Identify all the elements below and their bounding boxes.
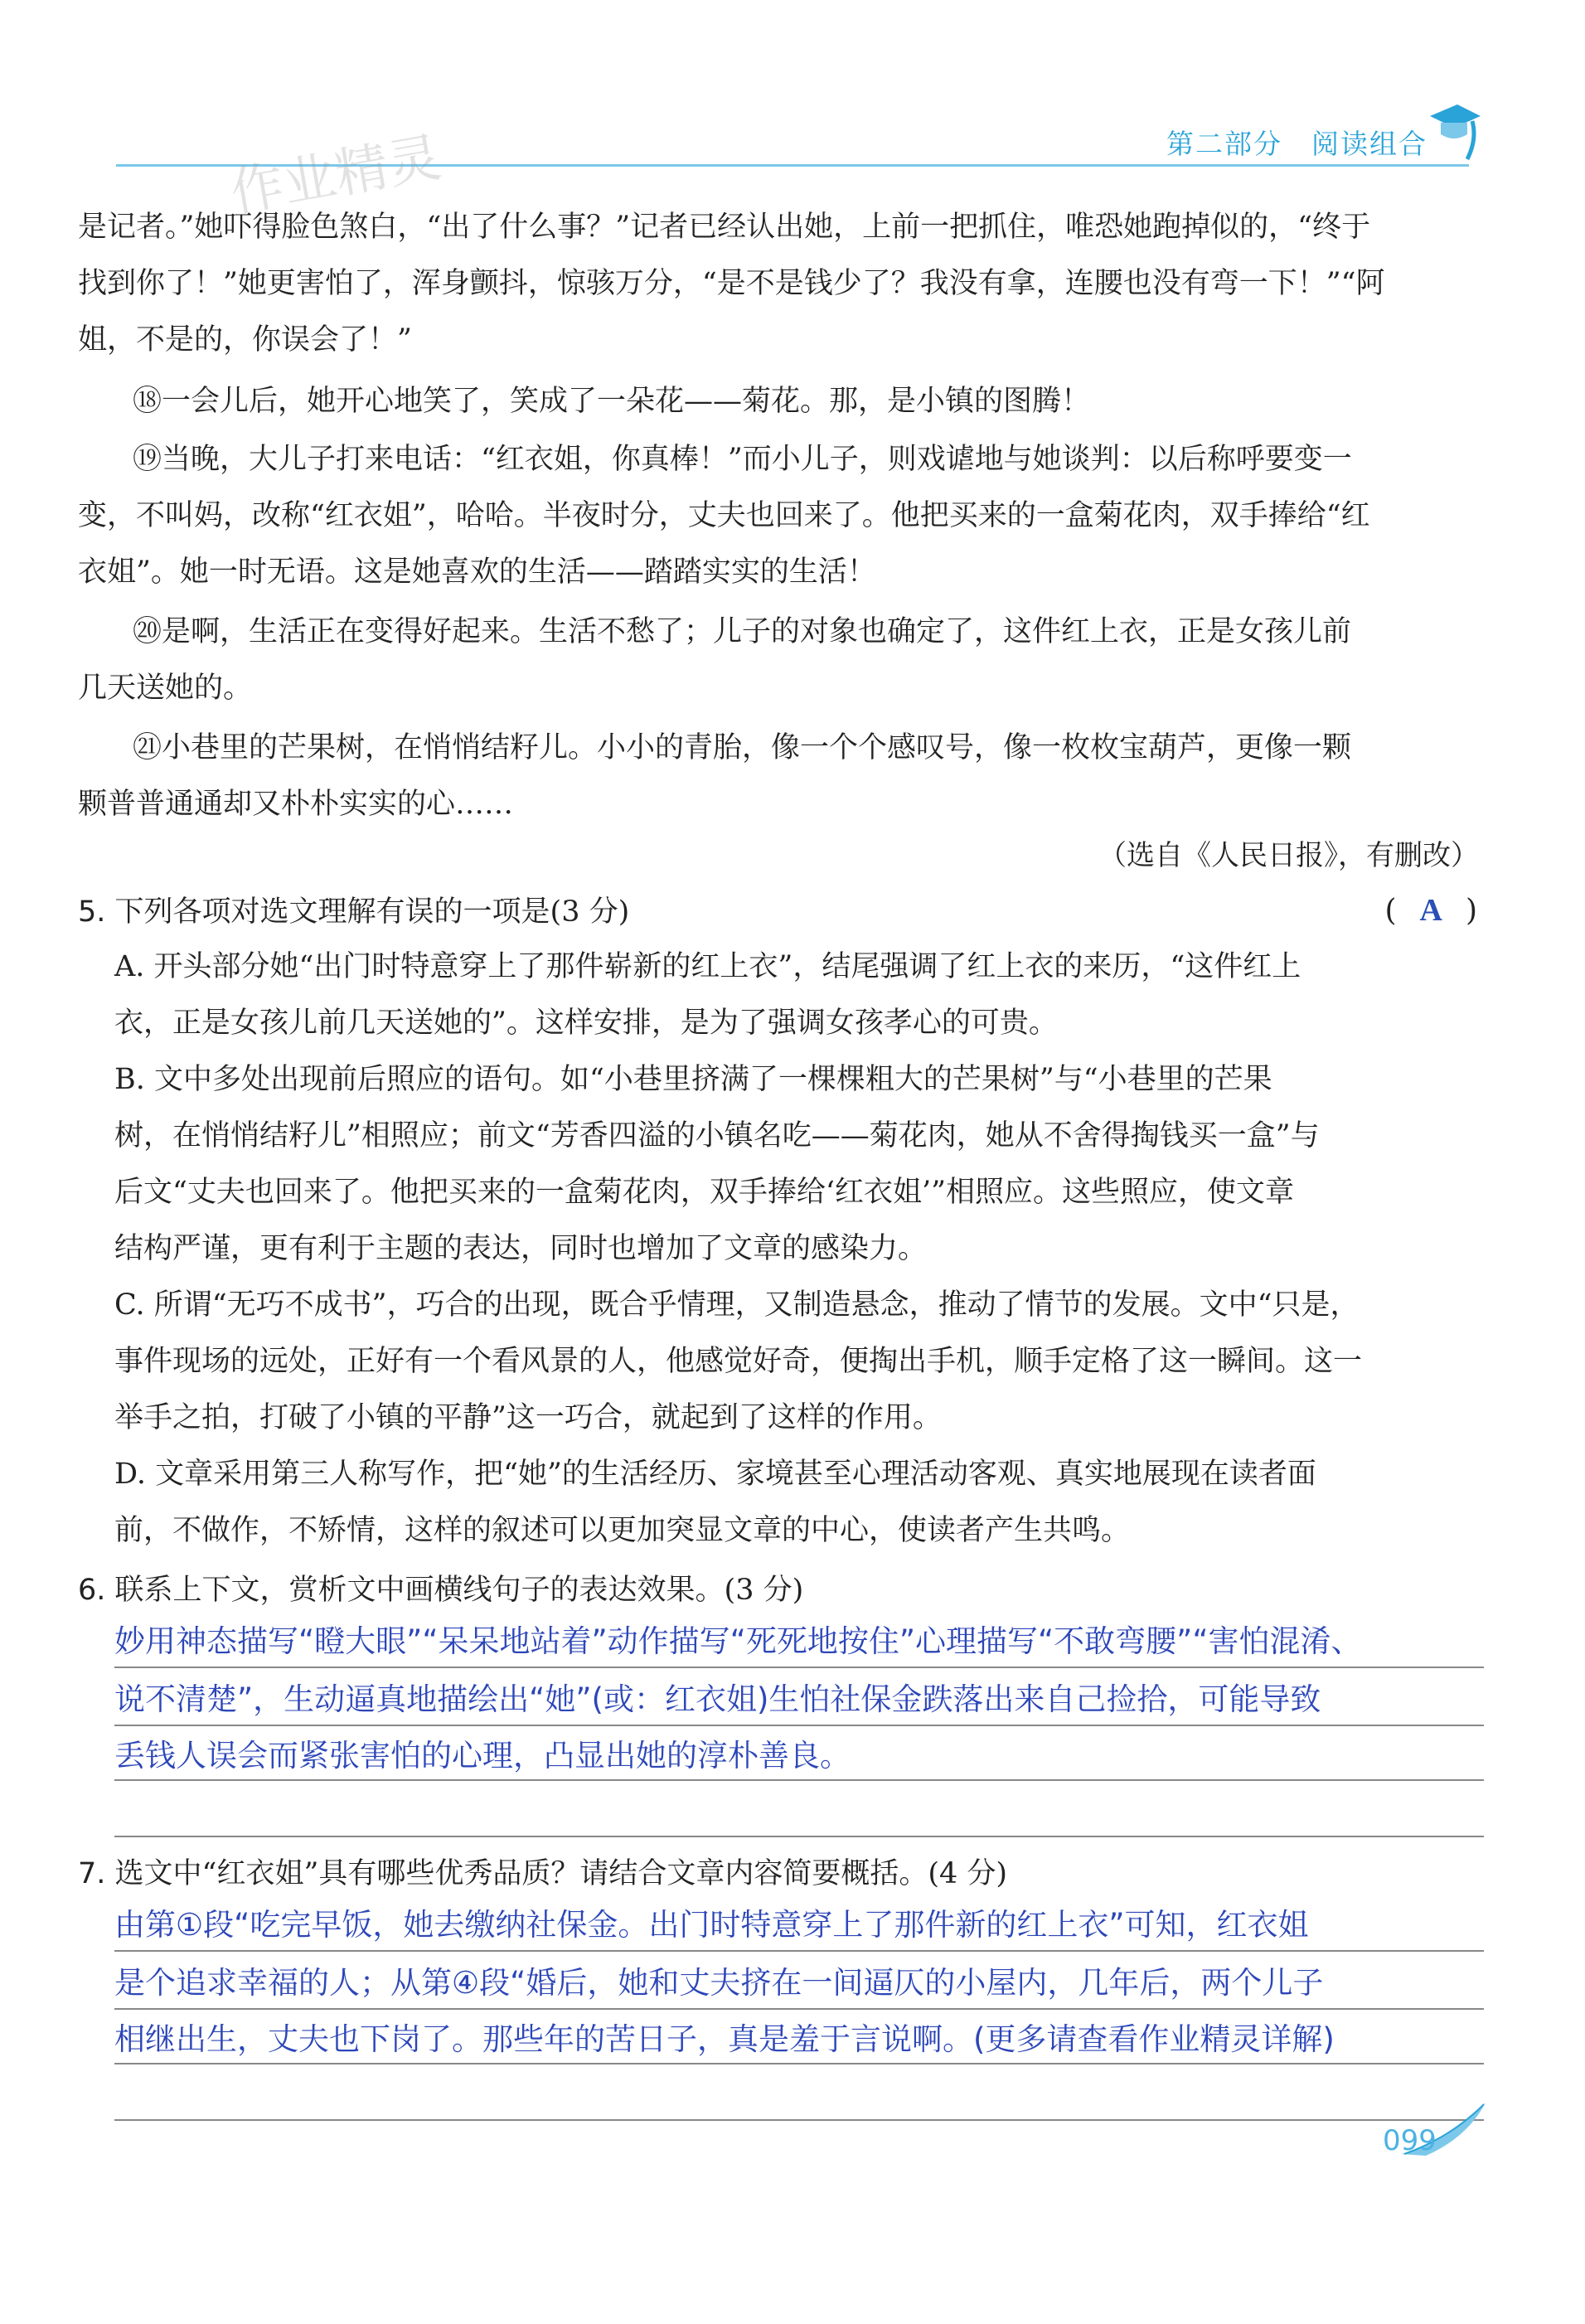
paragraph-19: ⑲当晚，大儿子打来电话：“红衣姐，你真棒！”而小儿子，则戏谑地与她谈判：以后称呼要变一 [133,443,1352,476]
passage-line: 是记者。”她吓得脸色煞白，“出了什么事？”记者已经认出她，上前一把抓住，唯恐她跑掉似的，“终于 [78,211,1371,244]
option-line: 结构严谨，更有利于主题的表达，同时也增加了文章的感染力。 [114,1232,928,1265]
answer-rule [114,1950,1484,1952]
option-line: 举手之拍，打破了小镇的平静”这一巧合，就起到了这样的作用。 [114,1401,942,1434]
passage-line: 变，不叫妈，改称“红衣姐”，哈哈。半夜时分，丈夫也回来了。他把买来的一盒菊花肉，双手捧给“红 [78,499,1370,532]
handwritten-answer: 由第①段“吃完早饭，她去缴纳社保金。出门时特意穿上了那件新的红上衣”可知，红衣姐 [114,1907,1309,1943]
answer-bracket: ( A ) [1384,893,1477,928]
option-line: 前，不做作，不矫情，这样的叙述可以更加突显文章的中心，使读者产生共鸣。 [114,1514,1131,1547]
page-number: 099 [1383,2124,1437,2157]
handwritten-answer: 说不清楚”，生动逼真地描绘出“她”(或：红衣姐)生怕社保金跌落出来自己捡拾，可能导致 [114,1681,1321,1717]
answer-rule [114,1779,1484,1781]
question-stem: 联系上下文，赏析文中画横线句子的表达效果。(3 分) [114,1574,804,1607]
question-5 [78,892,629,932]
watermark: 作业精灵 [225,127,446,225]
answer-rule [114,1667,1484,1668]
passage-line: 几天送她的。 [78,672,253,705]
question-6 [78,1570,803,1610]
option-a: A. 开头部分她“出门时特意穿上了那件崭新的红上衣”，结尾强调了红上衣的来历，“这件红上 [114,950,1301,983]
answer-letter: A [1419,893,1442,928]
question-number: 5. [78,895,106,929]
question-7 [78,1854,1007,1894]
paragraph-21: ㉑小巷里的芒果树，在悄悄结籽儿。小小的青胎，像一个个感叹号，像一枚枚宝葫芦，更像一颗 [133,731,1352,764]
page-header [0,0,1585,166]
passage-source: （选自《人民日报》，有删改） [1098,839,1479,872]
passage-line: 颗普普通通却又朴朴实实的心…… [78,788,514,821]
paragraph-18: ⑱一会儿后，她开心地笑了，笑成了一朵花——菊花。那，是小镇的图腾！ [133,385,1091,418]
option-line: 衣，正是女孩儿前几天送她的”。这样安排，是为了强调女孩孝心的可贵。 [114,1007,1058,1040]
passage-line: 找到你了！”她更害怕了，浑身颤抖，惊骇万分，“是不是钱少了？我没有拿，连腰也没有弯一下！”“阿 [78,267,1385,300]
answer-rule [114,1836,1484,1837]
answer-rule [114,2008,1484,2010]
question-stem: 下列各项对选文理解有误的一项是(3 分) [114,895,630,929]
answer-rule [114,2063,1484,2064]
paragraph-20: ⑳是啊，生活正在变得好起来。生活不愁了；儿子的对象也确定了，这件红上衣，正是女孩儿前 [133,615,1352,648]
option-b: B. 文中多处出现前后照应的语句。如“小巷里挤满了一棵棵粗大的芒果树”与“小巷里的芒果 [114,1063,1272,1096]
graduation-cap-icon [1426,98,1484,164]
option-c: C. 所谓“无巧不成书”，巧合的出现，既合乎情理，又制造悬念，推动了情节的发展。文中“只是， [114,1288,1360,1322]
handwritten-answer: 是个追求幸福的人；从第④段“婚后，她和丈夫挤在一间逼仄的小屋内，几年后，两个儿子 [114,1965,1324,2001]
answer-rule [114,1725,1484,1726]
passage-line: 姐，不是的，你误会了！” [78,323,412,357]
handwritten-answer: 丢钱人误会而紧张害怕的心理，凸显出她的淳朴善良。 [114,1738,851,1773]
passage-line: 衣姐”。她一时无语。这是她喜欢的生活——踏踏实实的生活！ [78,556,876,589]
option-d: D. 文章采用第三人称写作，把“她”的生活经历、家境甚至心理活动客观、真实地展现在读者面 [114,1458,1316,1491]
handwritten-answer: 妙用神态描写“瞪大眼”“呆呆地站着”动作描写“死死地按住”心理描写“不敢弯腰”“害怕混淆、 [114,1623,1362,1659]
option-line: 事件现场的远处，正好有一个看风景的人，他感觉好奇，便掏出手机，顺手定格了这一瞬间。这一 [114,1345,1363,1378]
option-line: 树，在悄悄结籽儿”相照应；前文“芳香四溢的小镇名吃——菊花肉，她从不舍得掏钱买一盒”与 [114,1119,1320,1152]
section-title: 第二部分 阅读组合 [1166,128,1427,160]
question-stem: 选文中“红衣姐”具有哪些优秀品质？请结合文章内容简要概括。(4 分) [114,1857,1008,1890]
handwritten-answer: 相继出生，丈夫也下岗了。那些年的苦日子，真是羞于言说啊。(更多请查看作业精灵详解) [114,2021,1335,2057]
question-number: 7. [78,1857,106,1890]
answer-rule [114,2119,1484,2121]
question-number: 6. [78,1574,106,1607]
option-line: 后文“丈夫也回来了。他把买来的一盒菊花肉，双手捧给‘红衣姐’”相照应。这些照应，使文章 [114,1176,1295,1209]
